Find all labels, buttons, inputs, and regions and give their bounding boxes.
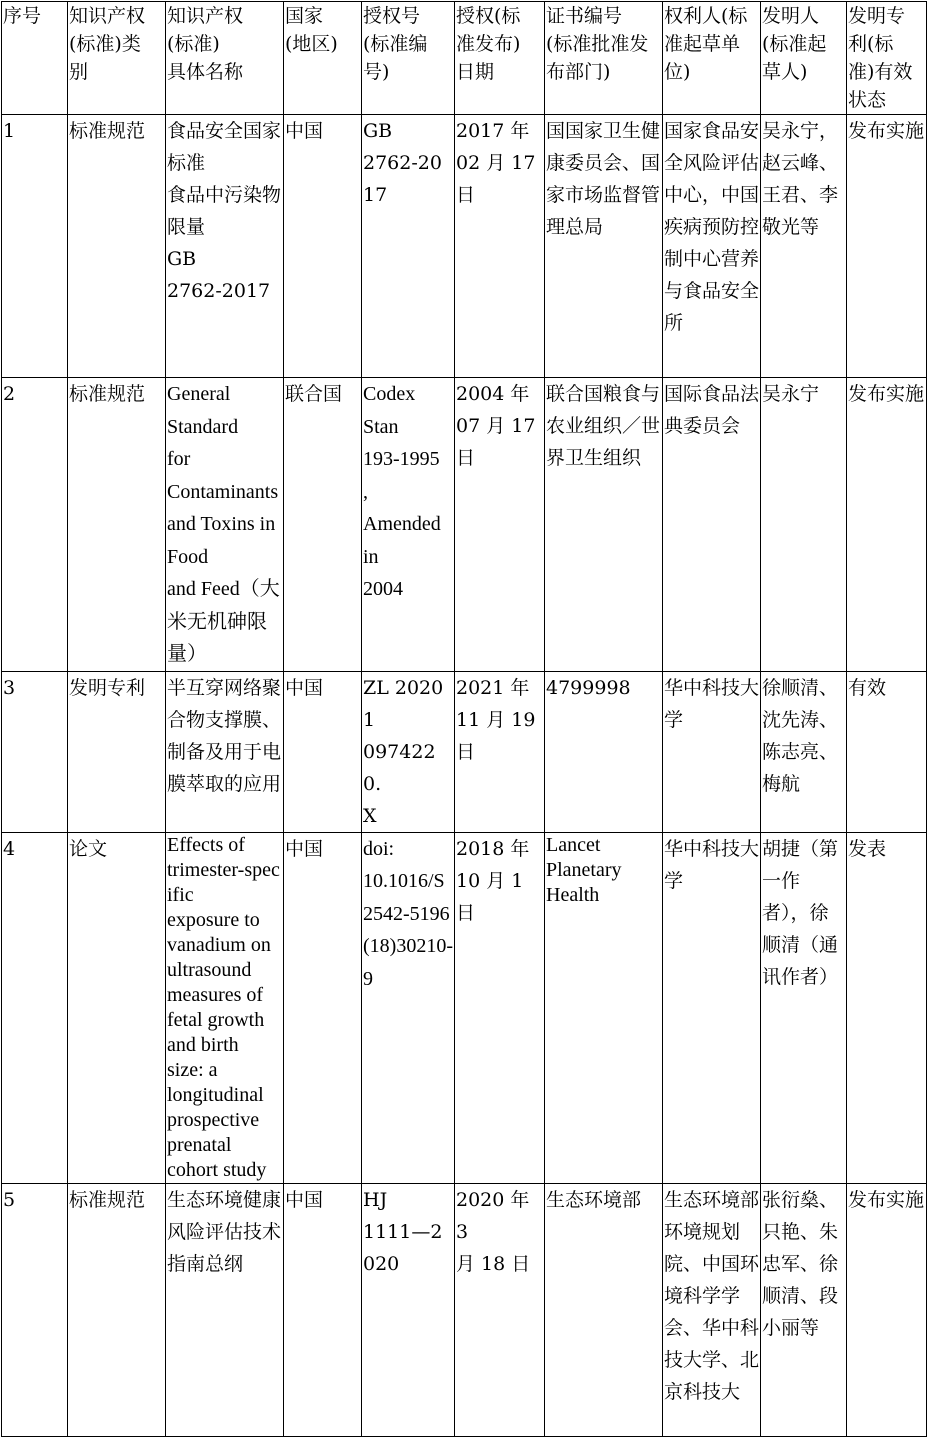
cell-category: 标准规范 (68, 115, 166, 378)
cell-status: 有效 (847, 671, 927, 832)
cell-name: Effects of trimester-specific exposure to vanadium on ultrasound measures of fetal growth and birth size: a longitudinal prospective prenatal cohort study (166, 832, 284, 1183)
cell-cert-no: 国国家卫生健康委员会、国家市场监督管理总局 (545, 115, 663, 378)
table-row (2, 378, 927, 672)
cell-country: 中国 (284, 832, 362, 1183)
cell-holder: 华中科技大学 (663, 832, 761, 1183)
cell-country: 中国 (284, 1183, 362, 1436)
header-holder: 权利人(标 准起草单 位) (663, 2, 761, 115)
table-row (2, 832, 927, 1183)
header-grant-no: 授权号 (标准编 号) (362, 2, 455, 115)
table-header-row (2, 2, 927, 115)
cell-name: 半互穿网络聚合物支撑膜、制备及用于电膜萃取的应用 (166, 671, 284, 832)
cell-cert-no: Lancet Planetary Health (545, 832, 663, 1183)
cell-inventor: 吴永宁 (761, 378, 847, 672)
cell-seq: 5 (2, 1183, 68, 1436)
header-status: 发明专 利(标 准)有效 状态 (847, 2, 927, 115)
cell-seq: 1 (2, 115, 68, 378)
cell-status: 发布实施 (847, 115, 927, 378)
cell-status: 发布实施 (847, 1183, 927, 1436)
cell-grant-no: HJ 1111—2020 (362, 1183, 455, 1436)
cell-date: 2004 年 07 月 17 日 (455, 378, 545, 672)
cell-cert-no: 生态环境部 (545, 1183, 663, 1436)
table-row (2, 115, 927, 378)
cell-holder: 生态环境部环境规划院、中国环境科学学会、华中科技大学、北京科技大 (663, 1183, 761, 1436)
ip-table (1, 1, 927, 1437)
cell-grant-no: GB 2762-2017 (362, 115, 455, 378)
cell-country: 中国 (284, 671, 362, 832)
cell-category: 标准规范 (68, 1183, 166, 1436)
cell-date: 2020 年 3 月 18 日 (455, 1183, 545, 1436)
cell-category: 标准规范 (68, 378, 166, 672)
cell-cert-no: 4799998 (545, 671, 663, 832)
table-row (2, 671, 927, 832)
cell-grant-no: doi: 10.1016/S2542-5196(18)30210-9 (362, 832, 455, 1183)
cell-category: 发明专利 (68, 671, 166, 832)
cell-grant-no: ZL 2020 1 0974220. X (362, 671, 455, 832)
table-row (2, 1183, 927, 1436)
header-seq: 序号 (2, 2, 68, 115)
header-category: 知识产权 (标准)类 别 (68, 2, 166, 115)
cell-inventor: 胡捷（第一作者），徐顺清（通讯作者） (761, 832, 847, 1183)
cell-status: 发表 (847, 832, 927, 1183)
cell-holder: 国际食品法典委员会 (663, 378, 761, 672)
header-inventor: 发明人 (标准起 草人) (761, 2, 847, 115)
cell-holder: 华中科技大学 (663, 671, 761, 832)
cell-country: 联合国 (284, 378, 362, 672)
cell-name: 生态环境健康风险评估技术指南总纲 (166, 1183, 284, 1436)
cell-holder: 国家食品安全风险评估中心，中国疾病预防控制中心营养与食品安全所 (663, 115, 761, 378)
cell-category: 论文 (68, 832, 166, 1183)
cell-name: General Standard for Contaminants and Toxins in Food and Feed（大米无机砷限量） (166, 378, 284, 672)
cell-inventor: 张衍燊、只艳、朱忠军、徐顺清、段小丽等 (761, 1183, 847, 1436)
cell-grant-no: Codex Stan 193-1995 , Amended in 2004 (362, 378, 455, 672)
cell-seq: 4 (2, 832, 68, 1183)
cell-seq: 2 (2, 378, 68, 672)
cell-country: 中国 (284, 115, 362, 378)
cell-status: 发布实施 (847, 378, 927, 672)
cell-date: 2021 年 11 月 19 日 (455, 671, 545, 832)
cell-date: 2018 年 10 月 1 日 (455, 832, 545, 1183)
cell-name: 食品安全国家标准 食品中污染物限量 GB 2762-2017 (166, 115, 284, 378)
header-date: 授权(标 准发布) 日期 (455, 2, 545, 115)
header-cert-no: 证书编号 (标准批准发 布部门) (545, 2, 663, 115)
cell-date: 2017 年 02 月 17 日 (455, 115, 545, 378)
cell-cert-no: 联合国粮食与农业组织／世界卫生组织 (545, 378, 663, 672)
header-country: 国家 (地区) (284, 2, 362, 115)
cell-inventor: 吴永宁，赵云峰、王君、李敬光等 (761, 115, 847, 378)
cell-inventor: 徐顺清、沈先涛、陈志亮、梅航 (761, 671, 847, 832)
cell-seq: 3 (2, 671, 68, 832)
header-name: 知识产权 (标准) 具体名称 (166, 2, 284, 115)
